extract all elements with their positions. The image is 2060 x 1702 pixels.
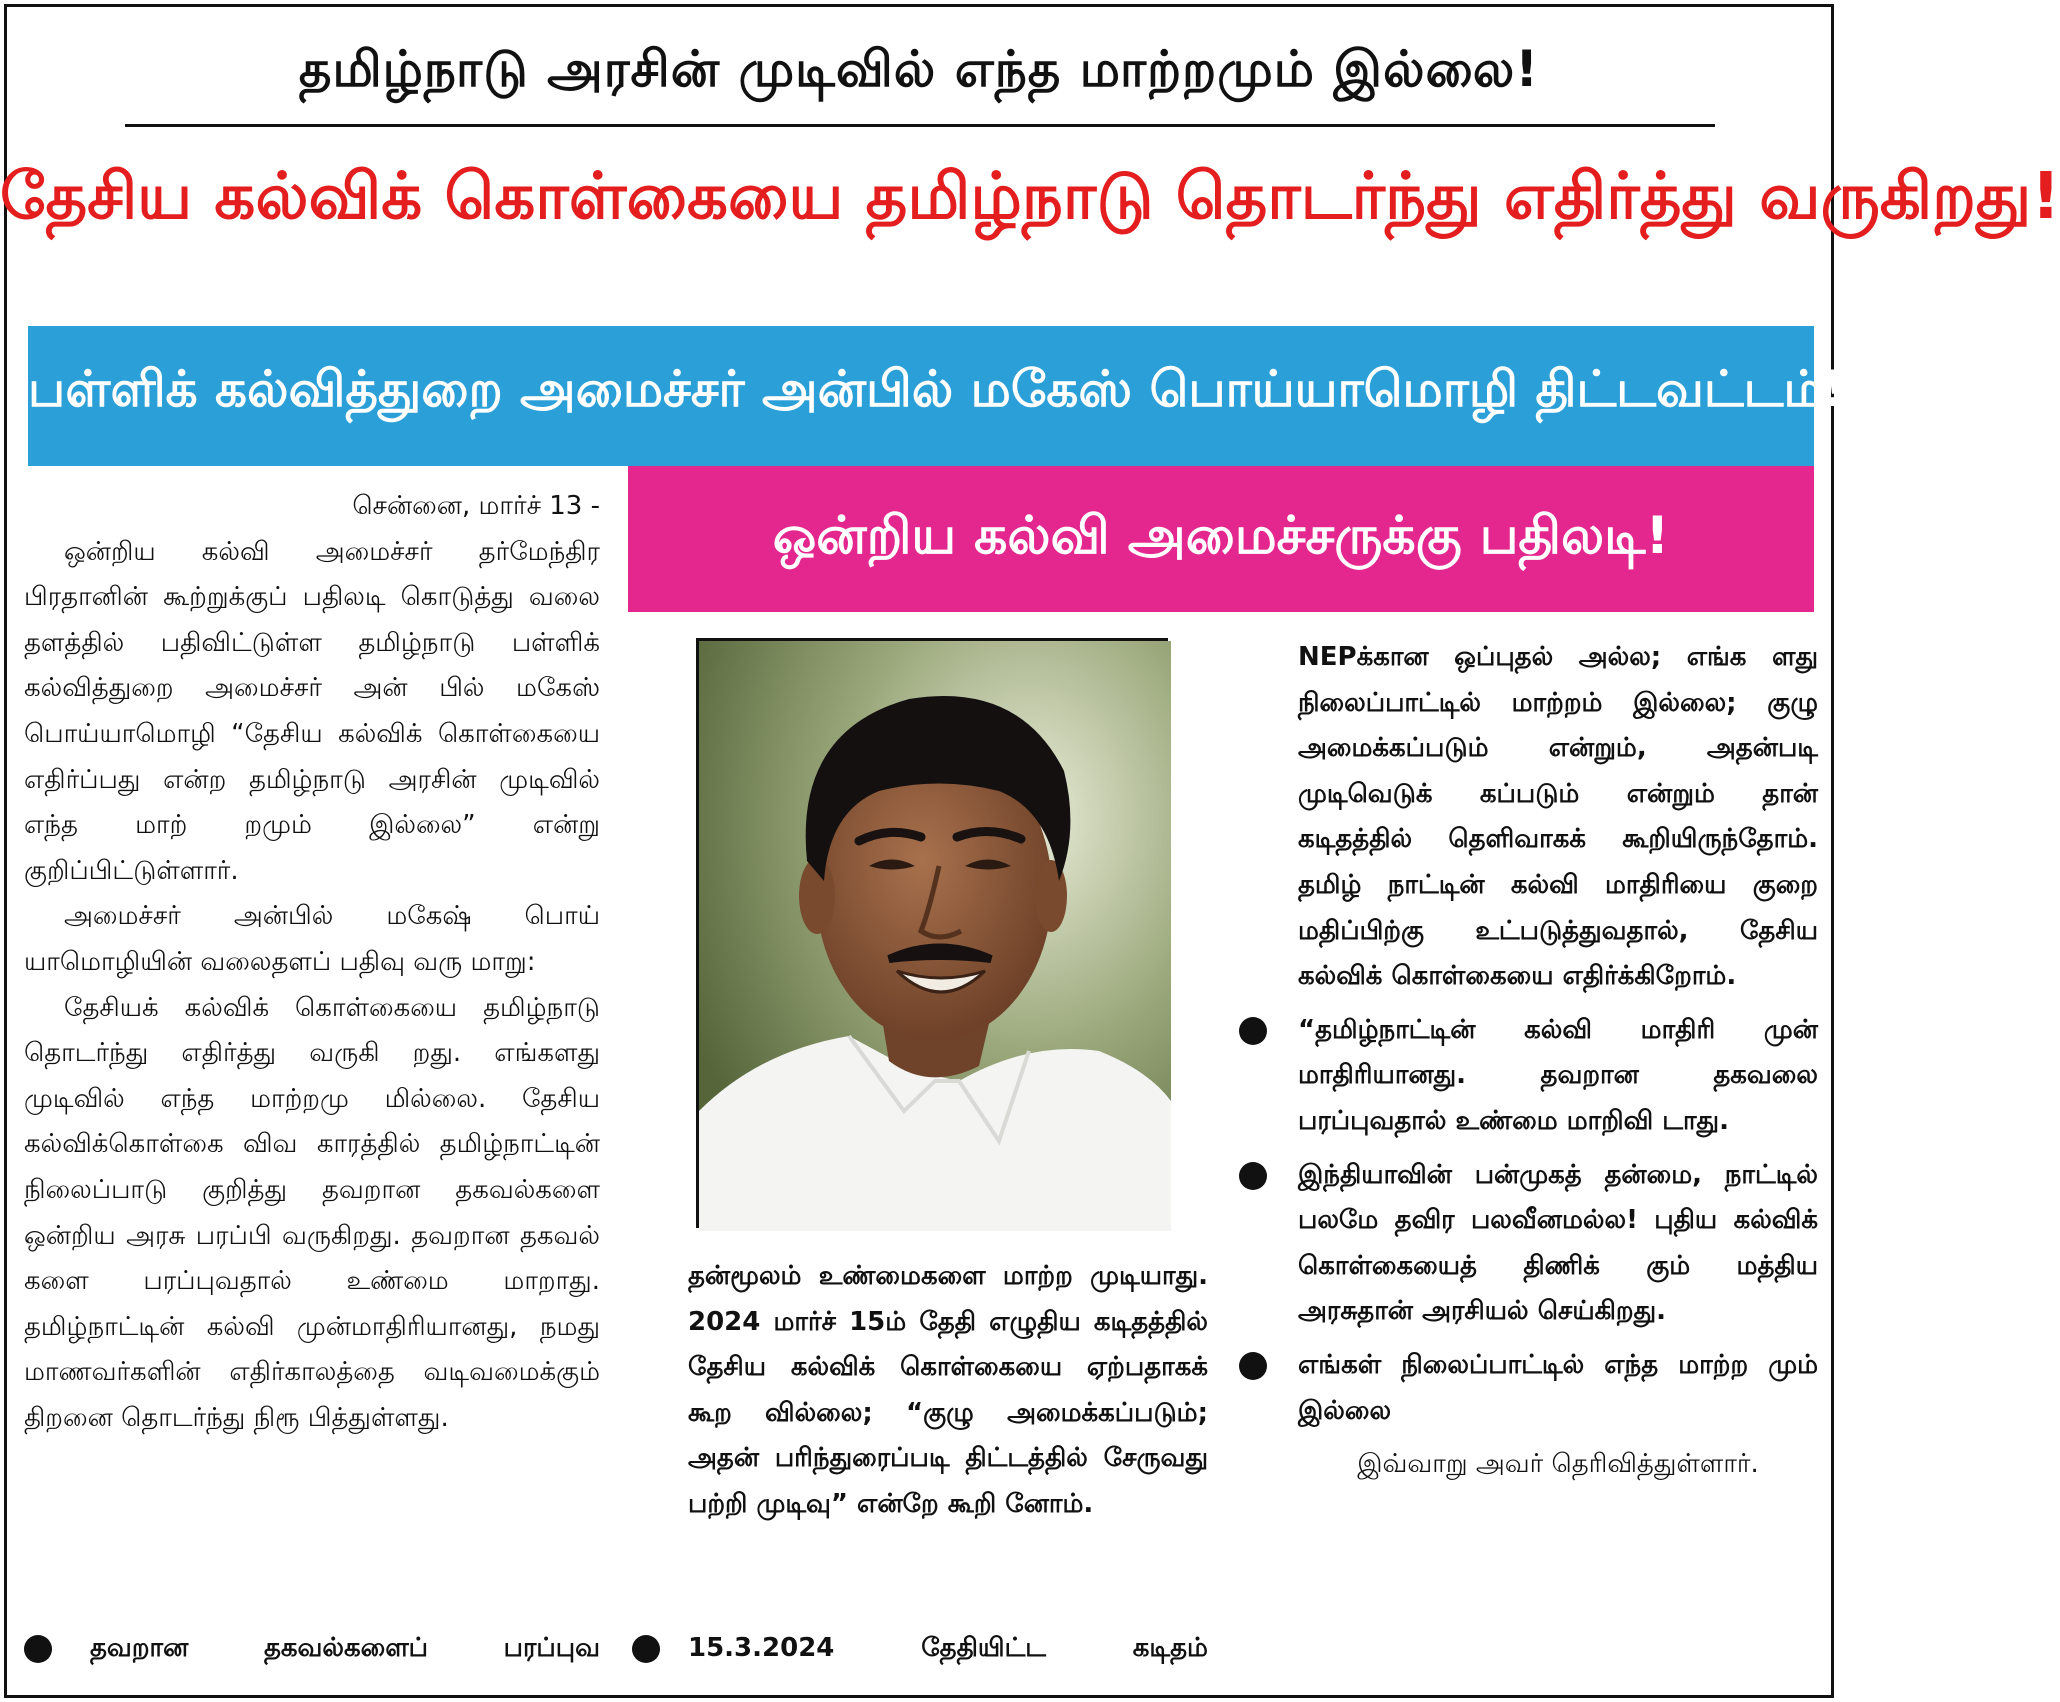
portrait-illustration (699, 641, 1171, 1231)
left-bullet-item (24, 1626, 600, 1671)
bullet-word: தேதியிட்ட (921, 1633, 1046, 1663)
bullet-word: 15.3.2024 (688, 1633, 835, 1663)
middle-bullet-item (632, 1626, 1208, 1671)
bullet-word: பரப்புவ (503, 1633, 600, 1663)
right-bullet-text: இந்தியாவின் பன்முகத் தன்மை, நாட்டில் பலமே தவிர பலவீனமல்ல! புதிய கல்விக் கொள்கையைத் திணிக் கும் மத்திய அரசுதான் அரசியல் செய்கிறது. (1298, 1159, 1818, 1327)
middle-column (688, 1254, 1208, 1528)
blue-subheadline-band (28, 326, 1847, 466)
left-bullet-text (90, 1626, 600, 1671)
left-paragraph-1: ஒன்றிய கல்வி அமைச்சர் தர்மேந்திர பிரதானின் கூற்றுக்குப் பதிலடி கொடுத்து வலை தளத்தில் பதிவிட்டுள்ள தமிழ்நாடு பள்ளிக் கல்வித்துறை அமைச்சர் அன் பில் மகேஸ் பொய்யாமொழி “தேசிய கல்விக் கொள்கையை எதிர்ப்பது என்ற தமிழ்நாடு அரசின் முடிவில் எந்த மாற் றமும் இல்லை” என்று குறிப்பிட்டுள்ளார். (24, 536, 600, 886)
right-bullet-text: எங்கள் நிலைப்பாட்டில் எந்த மாற்ற மும் இல்லை (1298, 1349, 1818, 1426)
bullet-word: தகவல்களைப் (263, 1633, 429, 1663)
bullet-word: தவறான (90, 1633, 189, 1663)
blue-band-text: பள்ளிக் கல்வித்துறை அமைச்சர் அன்பில் மகேஸ் பொய்யாமொழி திட்டவட்டம்! (28, 360, 1847, 418)
right-paragraph: NEPக்கான ஒப்புதல் அல்ல; எங்க ளது நிலைப்பாட்டில் மாற்றம் இல்லை; குழு அமைக்கப்படும் என்றும், அதன்படி முடிவெடுக் கப்படும் என்றும் தான் கடிதத்தில் தெளிவாகக் கூறியிருந்தோம். தமிழ் நாட்டின் கல்வி மாதிரியை குறை மதிப்பிற்கு உட்படுத்துவதால், தேசிய கல்விக் கொள்கையை எதிர்க்கிறோம். (1298, 642, 1818, 992)
left-column (24, 484, 600, 1441)
bullet-dot (1239, 1162, 1267, 1190)
pink-subheadline-band (628, 466, 1814, 612)
bullet-dot (1239, 1352, 1267, 1380)
right-bullet-item (1298, 1153, 1818, 1335)
portrait-photo (696, 638, 1168, 1228)
right-bullet-item (1298, 1008, 1818, 1145)
top-headline: தமிழ்நாடு அரசின் முடிவில் எந்த மாற்றமும் இல்லை! (298, 40, 1540, 98)
bullet-dot (632, 1635, 660, 1663)
bullet-dot (24, 1635, 52, 1663)
headline-underline (125, 124, 1715, 127)
left-paragraph-2: அமைச்சர் அன்பில் மகேஷ் பொய் யாமொழியின் வலைதளப் பதிவு வரு மாறு: (24, 901, 600, 977)
bullet-word: கடிதம் (1132, 1633, 1208, 1663)
right-column (1298, 635, 1818, 1488)
middle-bullet-text (688, 1626, 1208, 1671)
middle-paragraph: தன்மூலம் உண்மைகளை மாற்ற முடியாது. 2024 மார்ச் 15ம் தேதி எழுதிய கடிதத்தில் தேசிய கல்விக் கொள்கையை ஏற்பதாகக் கூற வில்லை; “குழு அமைக்கப்படும்; அதன் பரிந்துரைப்படி திட்டத்தில் சேருவது பற்றி முடிவு” என்றே கூறி னோம். (688, 1261, 1208, 1519)
pink-band-text: ஒன்றிய கல்வி அமைச்சருக்கு பதிலடி! (772, 506, 1670, 566)
right-bullet-item (1298, 1343, 1818, 1434)
left-paragraph-3: தேசியக் கல்விக் கொள்கையை தமிழ்நாடு தொடர்ந்து எதிர்த்து வருகி றது. எங்களது முடிவில் எந்த மாற்றமு மில்லை. தேசிய கல்விக்கொள்கை விவ காரத்தில் தமிழ்நாட்டின் நிலைப்பாடு குறித்து தவறான தகவல்களை ஒன்றிய அரசு பரப்பி வருகிறது. தவறான தகவல் களை பரப்புவதால் உண்மை மாறாது. தமிழ்நாட்டின் கல்வி முன்மாதிரியானது, நமது மாணவர்களின் எதிர்காலத்தை வடிவமைக்கும் திறனை தொடர்ந்து நிரூ பித்துள்ளது. (24, 992, 600, 1433)
dateline: சென்னை, மார்ச் 13 - (352, 491, 600, 521)
main-headline: தேசிய கல்விக் கொள்கையை தமிழ்நாடு தொடர்ந்து எதிர்த்து வருகிறது! (0, 160, 2060, 234)
closing-line: இவ்வாறு அவர் தெரிவித்துள்ளார். (1357, 1449, 1759, 1480)
right-bullet-text: “தமிழ்நாட்டின் கல்வி மாதிரி முன் மாதிரியானது. தவறான தகவலை பரப்புவதால் உண்மை மாறிவி டாது. (1298, 1014, 1818, 1136)
bullet-dot (1239, 1017, 1267, 1045)
